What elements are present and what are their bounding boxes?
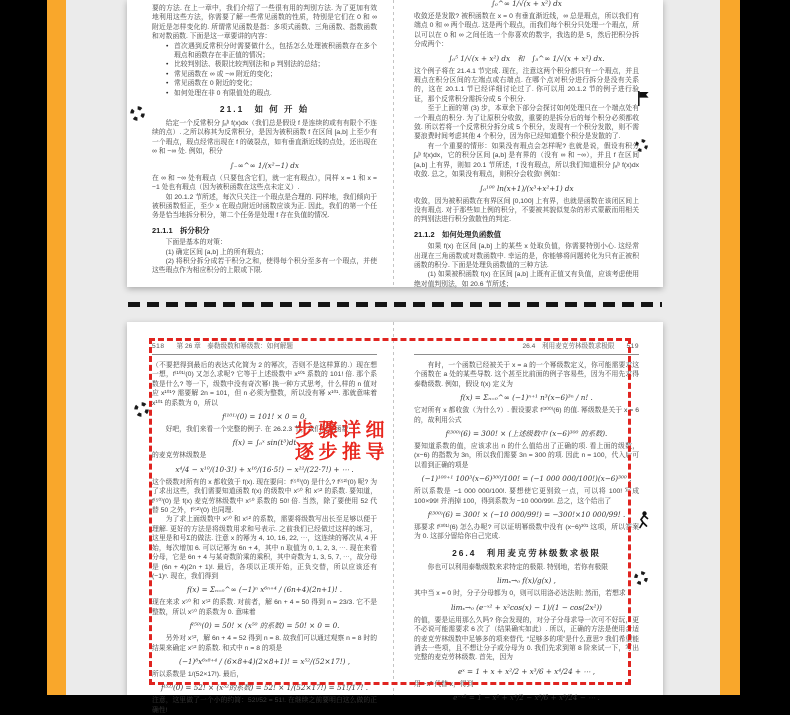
paragraph: （不要把得到最后的表达式化简为 2 的幂次，否则不是这样算的.）现在想一想，f⁽¹⁰¹⁾(0) 又怎么求呢? 它等于上述级数中 x¹⁰¹ 系数的 101! 倍. 那个系数是什么? 等一下，级数中没有奇次幂! 换一种方式思考，什么样的 n 值对应 x¹⁰¹? 需要解 2n = 101，但 n 必须为整数，所以没有幂 x¹⁰¹. 那就意味着 x¹⁰¹ 的系数为 0，所以 (152, 362, 377, 407)
formula: eˣ = 1 + x + x²/2 + x³/6 + x⁴/24 + ⋯ , (457, 666, 596, 676)
formula: f⁽⁵⁰⁾(0) = 50! × (x⁵⁰ 的系数) = 50! × 0 = 0. (189, 621, 340, 631)
dashed-divider (128, 302, 662, 307)
bullet-item: • 如何处理在非 0 有限值处的瑕点. (152, 89, 377, 98)
highlight-dashed-border (149, 338, 631, 685)
formula: limₓ→₀ (e⁻ˣ² + x²cos(x) − 1)/(1 − cos(2x²)) (451, 602, 602, 612)
paragraph: 的值，要是运用那么久吗? 你会发现的，对分子分母求导一次可不好玩，更不必说可能需要求 6 次了（结果确实如此）. 所以，正确的方法是使用合适的麦克劳林级数中足够多的项来替代. “足够多的项”是什么意思? 我们希望能消去一些项，且不想让分子或分母为 0. 我们先求到第 8 阶来试一下，写出完整的麦克劳林级数. 首先，因为 (414, 616, 639, 662)
paragraph: (1) 如果被积函数 f(x) 在区间 [a,b] 上既有正值又有负值，应该考虑使用绝对值判别法，如 20.6 节所述； (414, 271, 639, 288)
paragraph: 如果 f(x) 在区间 [a,b] 上的某些 x 处取负值，你需要特别小心. 这经常出现在三角函数或对数函数中. 幸运的是，你能够将问题转化为只有正被积函数的积分. 下面是处理负函数值的三种方法. (414, 243, 639, 270)
page-text-column (414, 0, 639, 289)
paragraph: 那要求 f⁽³⁰¹⁾(6) 怎么办呢? 可以证明幂级数中没有 (x−6)³⁰¹ 这项，所以答案为 0. 这部分留给你自己完成. (414, 524, 639, 541)
climber-icon (636, 510, 650, 531)
formula: f⁽³⁰⁰⁾(6) = 300! × (−10 000/99!) = −300!×10 000/99! . (427, 510, 626, 520)
lifesaver-ring-icon (133, 401, 150, 418)
lifesaver-ring-icon (633, 570, 649, 586)
section-title: 26.4 利用麦克劳林级数求极限 (522, 343, 615, 350)
bullet-item: • 比较判别法、极限比较判别法和 p 判别法的总结； (152, 60, 377, 69)
formula: f(x) = ∫₀ˣ sin(t³)dt (232, 438, 297, 448)
paragraph: 下面是基本的对策： (165, 239, 227, 247)
formula: f⁽⁵²⁾(0) = 52! × (x⁵²的系数) = 52! × 1/(52×17!) = 51!/17! . (160, 683, 368, 693)
promo-overlay-text (295, 420, 389, 463)
paragraph: 这个例子将在 21.4.1 节完成. 现在，注意这两个积分都只有一个瑕点，并且瑕点在积分区间的左端点或右端点. 在哪个点对积分进行拆分是没有关系的，这在 20.1.1 节已经详细讨论过了. 你可以用 20.1.2 节的例子进行验证，那个反常积分需拆分成 5 个积分. (414, 67, 639, 103)
paragraph: 有时，一个函数已经被关于 x = a 的一个幂级数定义，你可能需要求这个函数在 a 处的某些导数. 这个甚至比前面的例子容易些，因为不用先求得泰勒级数. 例如，假设 f(x) 定义为 (414, 362, 639, 388)
paragraph: 收敛，因为被积函数在有界区间 [0,100] 上有界，也就是函数在该闭区间上没有瑕点. 对于那些如上例的积分，不要被其貌似复杂的形式蒙蔽而用相关的判别法进行积分敛散性的判定. (414, 197, 639, 224)
paragraph: 给定一个反常积分 ∫ₐᵇ f(x)dx（我们总是假设 f 是连续的或有有限个不连续的点）. 之所以称其为反常积分，是因为被积函数 f 在区间 [a,b] 上至少有一个瑕点，瑕点经常出现在 f 的破裂点，如有垂直渐近线的点处，还出现在 ∞ 和 −∞ 处. 例如，积分 (152, 120, 377, 156)
right-orange-stripe (720, 0, 740, 695)
formula: e⁻ˣ² = 1 − x² + x⁴/2 − x⁶/6 + x⁸/24 − ⋯ . (453, 693, 600, 703)
paragraph: 好吧，我们来看一个完整的例子. 在 26.2.3 节，我们发现函数 (165, 426, 349, 434)
formula: (−1)⁸x⁶ˣ⁸⁺⁴ / (6×8+4)(2×8+1)! = x⁵²/(52×17!) , (179, 656, 350, 666)
bullet-item: • 首次遇到反常积分时需要做什么，包括怎么处理被积函数存在多个瑕点和函数存在非正值的情况； (152, 42, 377, 61)
black-flag-icon (636, 90, 651, 107)
formula: f⁽³⁰⁰⁾(6) = 300! × (上述级数中 (x−6)³⁰⁰ 的系数). (445, 429, 608, 439)
paragraph: 其中当 x = 0 时，分子分母都为 0，则可以用洛必达法则; 然而，若想求 (414, 590, 626, 598)
paragraph: 注意，这里做了一个小的约简：52!/52 = 51!. 在继续之前要明白这么做的正确性! (152, 697, 377, 714)
formula: f(x) = Σₙ₌₀^∞ (−1)ⁿ⁺¹ n³(x−6)³ⁿ / n! . (460, 393, 593, 403)
formula: ∫₀⁵ 1/√(x + x²) dx 和 ∫₅^∞ 1/√(x + x²) dx. (448, 53, 605, 63)
paragraph: 至于上面的第 (3) 步，本章余下部分会探讨如何处理只在一个端点处有一个瑕点的积分. 为了让原积分收敛，重要的是拆分后的每个积分必须都收敛. 所以若将一个反常积分拆分成 5 个积分，发现有一个积分发散，则不需要浪费时间考虑其他 4 个积分，因为你已经知道整个积分是发散的了. (414, 105, 639, 141)
lifesaver-ring-icon (129, 105, 146, 122)
formula: ∫₀¹⁰⁰ ln(x+1)/(x³+x²+1) dx (479, 183, 574, 193)
paragraph: 为了求上面级数中 x⁵⁰ 和 x⁵² 的系数，需要将级数写出长至足够以便于理解. 更好的方法是将级数用求和号表示. 之前我们已经做过这样的练习，这里是和号Σ的做法. 注意 x 的幂为 4, 10, 16, 22, ⋯，这连续的幂次从 4 开始，每次增加 6. 可以记幂为 6n + 4，其中 n 取值为 0, 1, 2, 3, ⋯. 现在来看分母，它是 6n + 4 与某奇数阶乘的乘积，其中奇数为 1, 3, 5, 7, ⋯，故分母是 (6n + 4)(2n + 1)!. 最后，各项以正项开始，正负交替，所以应该还有 (−1)ⁿ. 现在，我们得到 (152, 516, 377, 580)
bullet-item: • 常见函数在 ∞ 或 −∞ 附近的变化； (152, 70, 377, 79)
section-heading: 21.1.2 如何处理负函数值 (414, 229, 502, 239)
formula: ∫₀^∞ 1/√(x + x²) dx (491, 0, 562, 8)
page-top-left (127, 0, 393, 287)
page-number: 519 (626, 343, 639, 350)
paragraph: (2) 将积分拆分成若干积分之和，使得每个积分至多有一个瑕点，并使这些瑕点作为相应积分的上限或下限. (152, 258, 377, 275)
paragraph: 用 −x² 代替 x，得到 (414, 680, 474, 688)
bullet-item: • 常见函数在 0 附近的变化； (152, 79, 377, 88)
promo-line-2: 逐步推导 (295, 441, 390, 463)
page-number: 518 (152, 343, 165, 350)
paragraph: 要的方法. 在上一章中，我们介绍了一些很有用的判别方法. 为了更加有效地利用这些方法，你需要了解一些常见函数的性质，特别是它们在 0 和 ∞ 附近是怎样变化的. 所谓常见函数是指：多项式函数、三角函数、指数函数和对数函数. 下面是这一章要讲的内容： (152, 5, 377, 41)
promo-line-1: 步骤详细 (295, 420, 390, 441)
paragraph: 所以系数是 1/(52×17!). 最后， (152, 670, 244, 678)
section-heading: 21.1 如 何 开 始 (219, 104, 310, 115)
book-spread-top (127, 0, 663, 287)
paragraph: 另外对 x⁵²，解 6n + 4 = 52 得到 n = 8. 故我们可以通过观察 n = 8 时的结果来确定 x⁵² 的系数. 和式中 n = 8 的项是 (152, 635, 377, 652)
chapter-title: 第 26 章 泰勒级数和幂级数：如何解题 (176, 343, 294, 350)
paragraph: 这个级数对所有的 x 都收敛于 f(x). 现在要问：f⁽⁵⁰⁾(0) 是什么? f⁽⁵²⁾(0) 呢? 为了求出这些，我们需要知道函数 f(x) 的级数中 x⁵⁰ 和 x⁵² 的系数. 要知道，f⁽⁵⁰⁾(0) 是 f(x) 麦克劳林级数中 x⁵⁰ 系数的 50! 倍. 当然，除了要使用 52 代替 50 之外，f⁽⁵²⁾(0) 也同理. (152, 478, 377, 515)
formula: x⁴/4 − x¹⁰/(10·3!) + x¹⁶/(16·5!) − x²²/(22·7!) + ⋯ . (175, 464, 354, 474)
formula: ∫₋∞^∞ 1/(x²−1) dx (230, 160, 299, 170)
left-black-border (0, 0, 47, 695)
lifesaver-ring-icon (634, 138, 649, 153)
paragraph: 现在来求 x⁵⁰ 和 x⁵² 的系数. 对前者，解 6n + 4 = 50 得到 n = 23/3. 它不是整数，所以 x⁵⁰ 的系数为 0. 意味着 (152, 599, 377, 616)
paragraph: 要知道系数的值，应该求出 n 的什么值给出了正确的项. 看上面的级数，(x−6) 的指数为 3n，所以我们需要 3n = 300 的项. 因此 n = 100，代入后可以看到正确的项是 (414, 443, 639, 469)
formula: (−1)¹⁰⁰⁺¹ 100³(x−6)³⁰⁰/100! = (−1 000 000/100!)(x−6)³⁰⁰ , (421, 474, 632, 484)
formula: limₓ→₀ f(x)/g(x) , (497, 576, 556, 586)
paragraph: 你也可以利用泰勒级数来求特定的极限. 特别地，若你有极限 (427, 563, 609, 571)
section-heading: 26.4 利用麦克劳林级数求极限 (452, 547, 601, 558)
paragraph: 的麦克劳林级数是 (152, 452, 207, 460)
section-heading: 21.1.1 拆分积分 (152, 225, 210, 235)
page-text-column (152, 4, 377, 276)
right-black-border (740, 0, 790, 695)
formula: f⁽¹⁰¹⁾(0) = 101! × 0 = 0. (222, 412, 307, 422)
paragraph: 如 20.1.2 节所述，每次只关注一个瑕点是合理的. 同样地，我们倾向于被积函数恒正，至少 x 在瑕点附近时函数应该为正. 因此，我们的第一个任务是恰当地拆分积分，第二个任务是处理 f 存在负值的情况. (152, 193, 377, 220)
paragraph: 收敛还是发散? 被积函数在 x = 0 有垂直渐近线，∞ 总是瑕点，所以我们有端点 0 和 ∞ 两个瑕点. 这是两个瑕点，而我们每个积分只处理一个瑕点，所以可以在 0 和 ∞ 之间任选一个你喜欢的数字，我选的是 5，然后把积分拆分成两个： (414, 13, 639, 49)
page-top-right (394, 0, 663, 287)
left-orange-stripe (47, 0, 66, 695)
paragraph: 在 ∞ 和 −∞ 处有瑕点（只要包含它们，就一定有瑕点），同样 x = 1 和 x = −1 处也有瑕点（因为被积函数在这些点未定义）. (152, 174, 377, 192)
paragraph: 有一个重要的情形：如果没有瑕点会怎样呢? 也就是说，假设有积分 ∫ₐᵇ f(x)dx，它的积分区间 [a,b] 是有界的（没有 ∞ 和 −∞），并且 f 在区间 [a,b] 上有界，则如 20.1 节所述，f 没有瑕点，所以我们知道积分 ∫ₐᵇ f(x)dx 收敛. 总之，如果没有瑕点，则积分会收敛! 例如： (414, 142, 639, 179)
paragraph: 所以系数是 −1 000 000/100!. 要想使它更别致一点，可以将 100! 写成 100×99! 并消掉 100，得到系数为 −10 000/99!. 总之，这个给出了 (414, 488, 639, 505)
paragraph: 它对所有 x 都收敛（为什么?）. 假设要求 f⁽³⁰⁰⁾(6) 的值. 幂级数是关于 x = 6 的，故利用公式 (414, 407, 639, 424)
paragraph: (1) 确定区间 [a,b] 上的所有瑕点； (165, 248, 268, 256)
formula: f(x) = Σₙ₌₀^∞ (−1)ⁿ x⁶ⁿ⁺⁴ / (6n+4)(2n+1)! . (186, 585, 343, 595)
